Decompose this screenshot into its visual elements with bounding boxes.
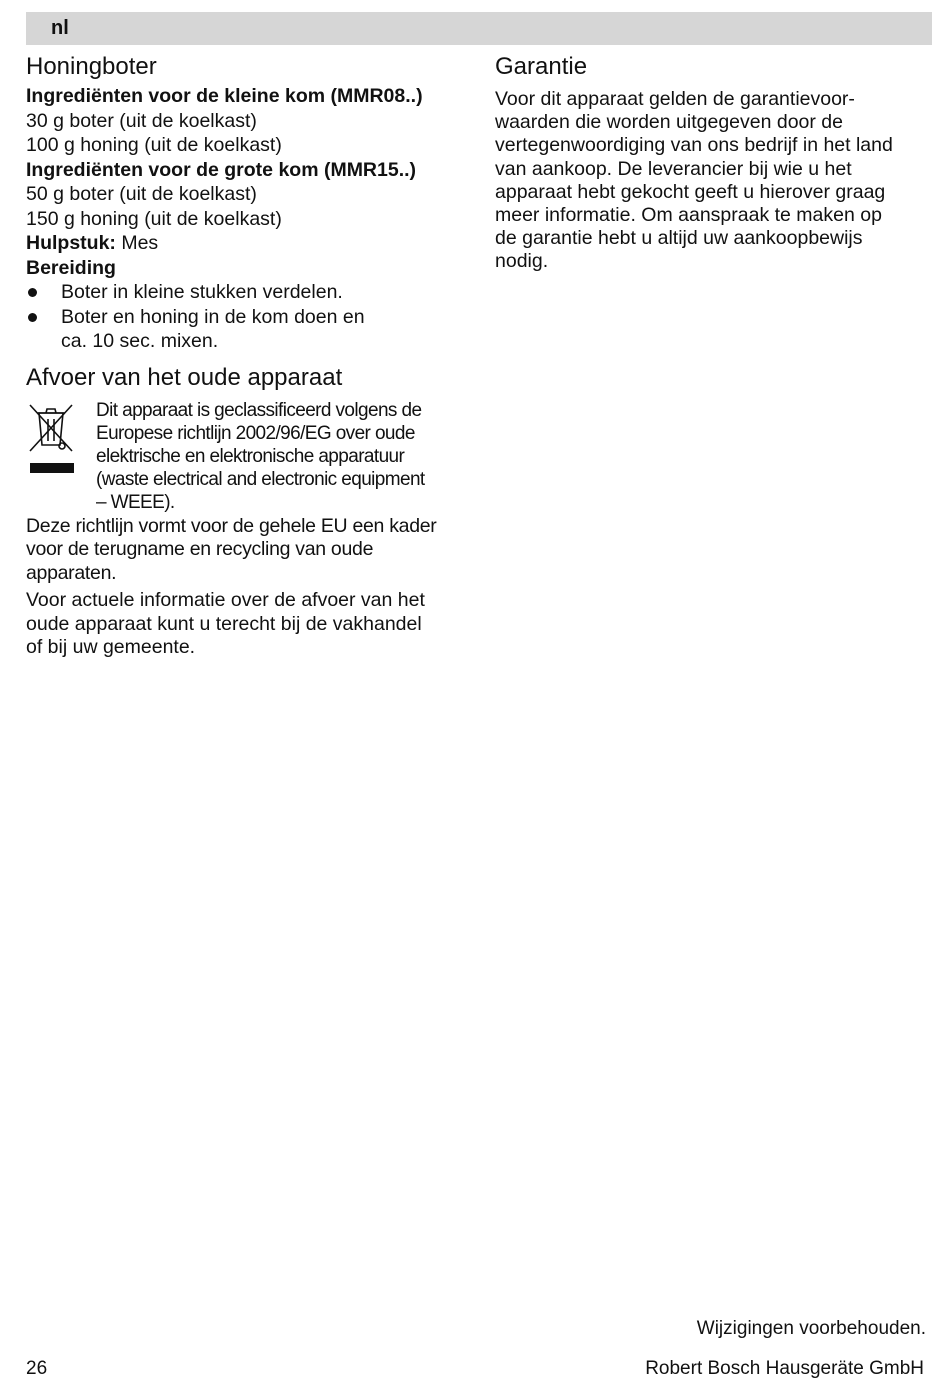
right-column <box>495 52 935 274</box>
footer-note: Wijzigingen voorbehouden. <box>696 1318 926 1339</box>
honingboter-title: Honingboter <box>26 53 157 80</box>
weee-line: elektrische en elektronische apparatuur <box>96 445 405 467</box>
weee-line: Dit apparaat is geclassificeerd volgens de <box>96 399 422 421</box>
prep-steps <box>26 280 466 354</box>
crossed-out-wheelie-bin-icon <box>26 401 78 479</box>
bullet-icon <box>28 288 37 297</box>
weee-line: (waste electrical and electronic equipment <box>96 469 425 491</box>
weee-line: Europese richtlijn 2002/96/EG over oude <box>96 422 415 444</box>
garantie-paragraph <box>495 88 935 274</box>
tool-line <box>26 231 466 256</box>
ingredient-line: 150 g honing (uit de koelkast) <box>26 207 282 230</box>
garantie-line: Voor dit apparaat gelden de garantievoor- <box>495 88 855 110</box>
garantie-title: Garantie <box>495 53 588 80</box>
prep-step <box>26 280 466 305</box>
prep-step-text: Boter in kleine stukken verdelen. <box>61 281 343 303</box>
left-column <box>26 52 466 664</box>
page-number: 26 <box>26 1358 48 1379</box>
tool-value: Mes <box>115 232 159 254</box>
garantie-line: vertegenwoordiging van ons bedrijf in het land <box>495 134 893 157</box>
prep-step-text: Boter en honing in de kom doen en <box>61 305 365 328</box>
garantie-line: waarden die worden uitgegeven door de <box>495 111 844 134</box>
info-line: Voor actuele informatie over de afvoer van het <box>26 589 425 611</box>
info-line: oude apparaat kunt u terecht bij de vakhandel <box>26 612 422 635</box>
directive-line: apparaten. <box>26 561 117 584</box>
directive-paragraph <box>26 515 466 586</box>
large-bowl-heading: Ingrediënten voor de grote kom (MMR15..) <box>26 158 417 181</box>
tool-label: Hulpstuk: <box>26 232 116 254</box>
language-bar <box>26 12 932 45</box>
prep-step <box>26 305 466 354</box>
language-code: nl <box>51 17 69 39</box>
prep-step-text: ca. 10 sec. mixen. <box>61 330 219 352</box>
garantie-line: de garantie hebt u altijd uw aankoopbewijs <box>495 227 863 250</box>
company-name: Robert Bosch Hausgeräte GmbH <box>645 1358 924 1379</box>
weee-line: – WEEE). <box>96 492 175 514</box>
weee-block <box>26 399 466 515</box>
weee-text <box>96 399 425 515</box>
garantie-line: nodig. <box>495 250 549 273</box>
bullet-icon <box>28 313 37 322</box>
info-line: of bij uw gemeente. <box>26 636 196 658</box>
directive-line: Deze richtlijn vormt voor de gehele EU een kader <box>26 514 437 537</box>
ingredient-line: 50 g boter (uit de koelkast) <box>26 183 257 205</box>
ingredient-line: 30 g boter (uit de koelkast) <box>26 109 257 132</box>
garantie-line: meer informatie. Om aanspraak te maken op <box>495 204 882 227</box>
ingredient-line: 100 g honing (uit de koelkast) <box>26 134 282 156</box>
info-paragraph <box>26 589 466 660</box>
garantie-line: apparaat hebt gekocht geeft u hierover graag <box>495 180 886 203</box>
garantie-line: van aankoop. De leverancier bij wie u het <box>495 157 852 180</box>
directive-line: voor de terugname en recycling van oude <box>26 538 374 560</box>
prep-heading: Bereiding <box>26 256 116 279</box>
small-bowl-heading: Ingrediënten voor de kleine kom (MMR08..) <box>26 85 423 107</box>
disposal-title: Afvoer van het oude apparaat <box>26 363 343 391</box>
